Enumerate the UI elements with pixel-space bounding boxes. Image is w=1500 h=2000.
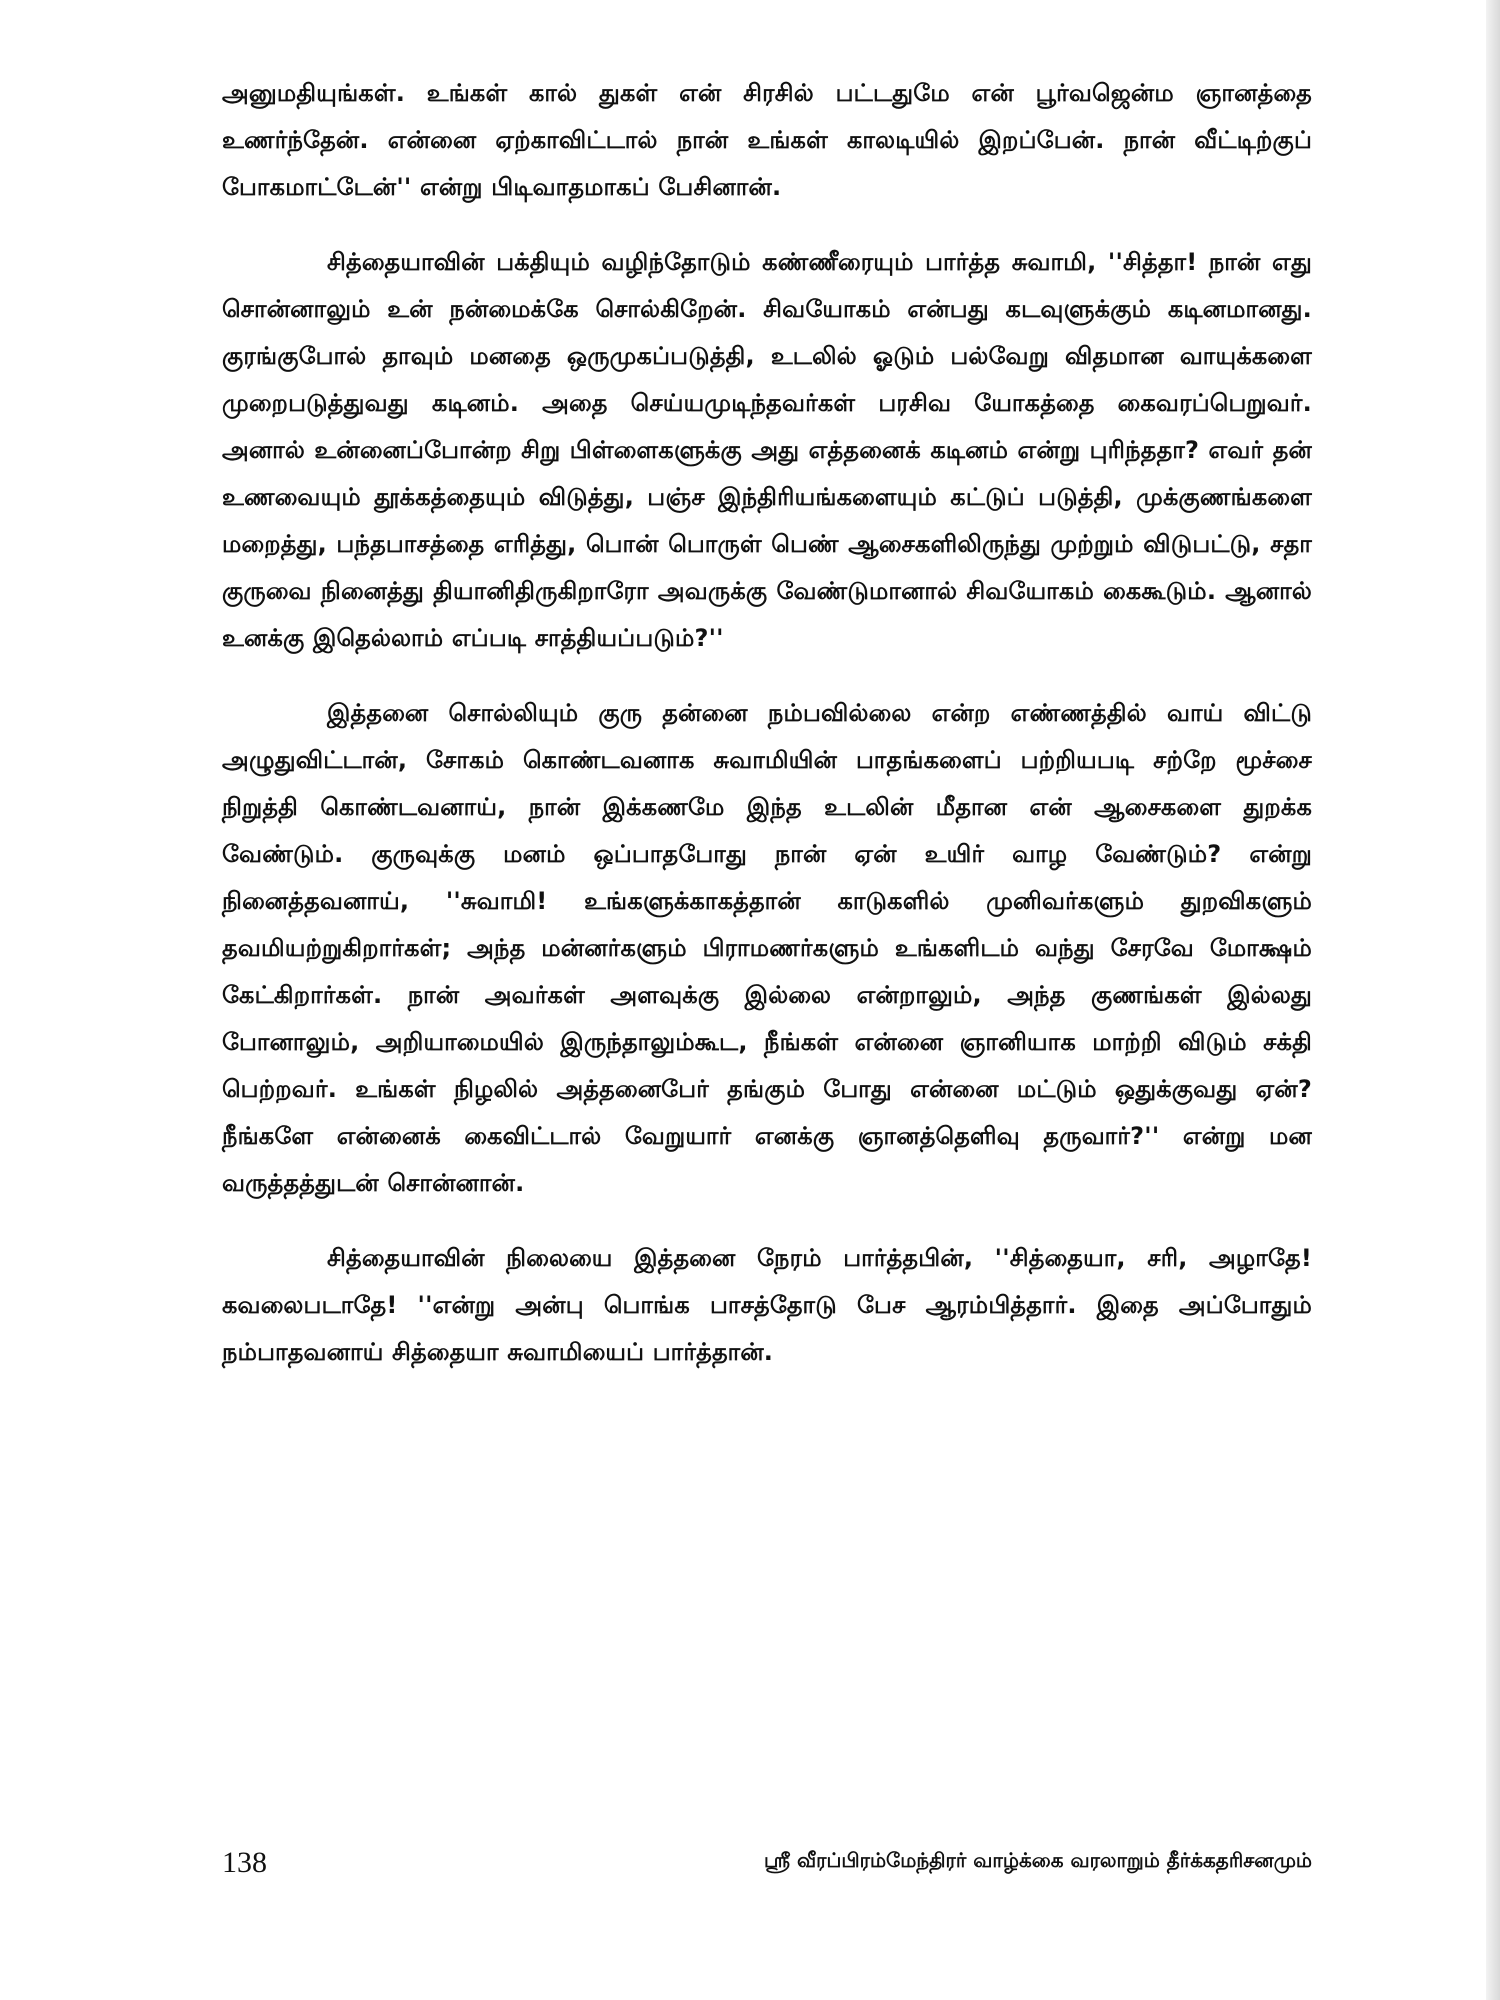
- running-title: ஸ்ரீ வீரப்பிரம்மேந்திரர் வாழ்க்கை வரலாறும் தீர்க்கதரிசனமும்: [764, 1848, 1312, 1872]
- page-footer: [222, 1846, 1312, 1896]
- paragraph-3: இத்தனை சொல்லியும் குரு தன்னை நம்பவில்லை என்ற எண்ணத்தில் வாய் விட்டு அழுதுவிட்டான், சோகம் கொண்டவனாக சுவாமியின் பாதங்களைப் பற்றியபடி சற்றே மூச்சை நிறுத்தி கொண்டவனாய், நான் இக்கணமே இந்த உடலின் மீதான என் ஆசைகளை துறக்க வேண்டும். குருவுக்கு மனம் ஒப்பாதபோது நான் ஏன் உயிர் வாழ வேண்டும்? என்று நினைத்தவனாய், ''சுவாமி! உங்களுக்காகத்தான் காடுகளில் முனிவர்களும் துறவிகளும் தவமியற்றுகிறார்கள்; அந்த மன்னர்களும் பிராமணர்களும் உங்களிடம் வந்து சேரவே மோக்ஷம் கேட்கிறார்கள். நான் அவர்கள் அளவுக்கு இல்லை என்றாலும், அந்த குணங்கள் இல்லது போனாலும், அறியாமையில் இருந்தாலும்கூட, நீங்கள் என்னை ஞானியாக மாற்றி விடும் சக்தி பெற்றவர். உங்கள் நிழலில் அத்தனைபேர் தங்கும் போது என்னை மட்டும் ஒதுக்குவது ஏன்? நீங்களே என்னைக் கைவிட்டால் வேறுயார் எனக்கு ஞானத்தெளிவு தருவார்?'' என்று மன வருத்தத்துடன் சொன்னான்.: [222, 699, 1312, 1197]
- paragraph-4: சித்தையாவின் நிலையை இத்தனை நேரம் பார்த்தபின், ''சித்தையா, சரி, அழாதே! கவலைபடாதே! ''என்று அன்பு பொங்க பாசத்தோடு பேச ஆரம்பித்தார். இதை அப்போதும் நம்பாதவனாய் சித்தையா சுவாமியைப் பார்த்தான்.: [222, 1244, 1312, 1366]
- page-body: [222, 70, 1312, 1404]
- page-edge-shadow: [1486, 0, 1500, 2000]
- paragraph-1: அனுமதியுங்கள். உங்கள் கால் துகள் என் சிரசில் பட்டதுமே என் பூர்வஜென்ம ஞானத்தை உணர்ந்தேன். என்னை ஏற்காவிட்டால் நான் உங்கள் காலடியில் இறப்பேன். நான் வீட்டிற்குப் போகமாட்டேன்'' என்று பிடிவாதமாகப் பேசினான்.: [222, 79, 1312, 201]
- paragraph-2: சித்தையாவின் பக்தியும் வழிந்தோடும் கண்ணீரையும் பார்த்த சுவாமி, ''சித்தா! நான் எது சொன்னாலும் உன் நன்மைக்கே சொல்கிறேன். சிவயோகம் என்பது கடவுளுக்கும் கடினமானது. குரங்குபோல் தாவும் மனதை ஒருமுகப்படுத்தி, உடலில் ஓடும் பல்வேறு விதமான வாயுக்களை முறைபடுத்துவது கடினம். அதை செய்யமுடிந்தவர்கள் பரசிவ யோகத்தை கைவரப்பெறுவர். அனால் உன்னைப்போன்ற சிறு பிள்ளைகளுக்கு அது எத்தனைக் கடினம் என்று புரிந்ததா? எவர் தன் உணவையும் தூக்கத்தையும் விடுத்து, பஞ்ச இந்திரியங்களையும் கட்டுப் படுத்தி, முக்குணங்களை மறைத்து, பந்தபாசத்தை எரித்து, பொன் பொருள் பெண் ஆசைகளிலிருந்து முற்றும் விடுபட்டு, சதா குருவை நினைத்து தியானிதிருகிறாரோ அவருக்கு வேண்டுமானால் சிவயோகம் கைகூடும். ஆனால் உனக்கு இதெல்லாம் எப்படி சாத்தியப்படும்?'': [222, 248, 1312, 652]
- page-number: 138: [222, 1846, 267, 1879]
